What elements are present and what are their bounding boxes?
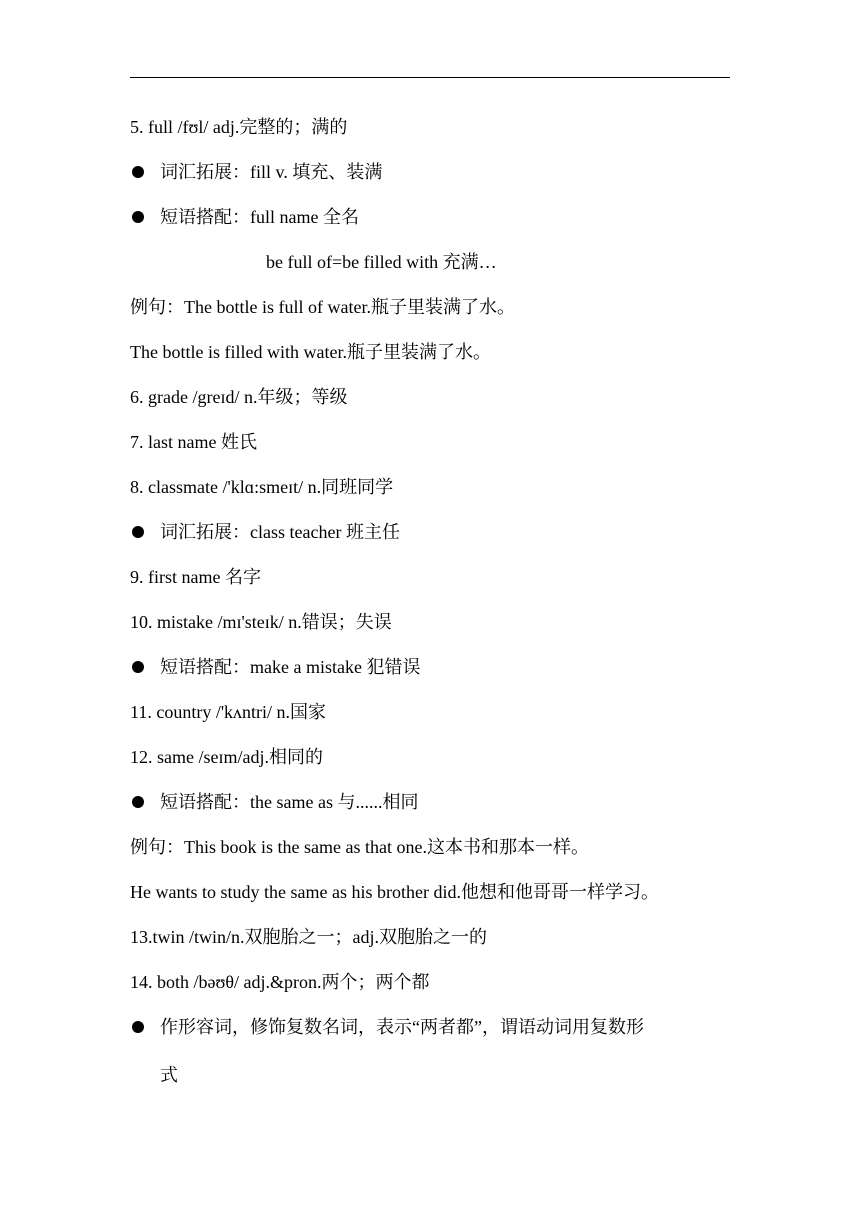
bullet-text: 词汇拓展：class teacher 班主任 — [160, 522, 400, 542]
bullet-item — [130, 205, 359, 229]
bullet-text-continuation: 式 — [160, 1065, 178, 1085]
bullet-icon — [132, 661, 144, 673]
bullet-item — [130, 160, 382, 184]
bullet-icon — [132, 796, 144, 808]
bullet-text: 作形容词，修饰复数名词，表示“两者都”，谓语动词用复数形 — [160, 1017, 644, 1037]
bullet-text: 短语搭配：make a mistake 犯错误 — [160, 657, 421, 677]
bullet-icon — [132, 211, 144, 223]
example-sentence: He wants to study the same as his brother did.他想和他哥哥一样学习。 — [130, 882, 659, 902]
header-rule — [130, 77, 730, 78]
vocab-entry-classmate: 8. classmate /'klɑ:smeɪt/ n.同班同学 — [130, 477, 394, 497]
bullet-icon — [132, 526, 144, 538]
bullet-item — [130, 655, 420, 679]
vocab-entry-both: 14. both /bəʊθ/ adj.&pron.两个；两个都 — [130, 972, 430, 992]
phrase-continuation: be full of=be filled with 充满… — [266, 252, 497, 272]
bullet-item — [130, 1015, 644, 1039]
bullet-text: 词汇拓展：fill v. 填充、装满 — [160, 162, 383, 182]
example-sentence: 例句：The bottle is full of water.瓶子里装满了水。 — [130, 297, 515, 317]
vocab-entry-full: 5. full /fʊl/ adj.完整的；满的 — [130, 117, 348, 137]
example-sentence: The bottle is filled with water.瓶子里装满了水。 — [130, 342, 491, 362]
bullet-icon — [132, 1021, 144, 1033]
vocab-entry-first-name: 9. first name 名字 — [130, 567, 261, 587]
vocab-entry-country: 11. country /'kʌntri/ n.国家 — [130, 702, 327, 722]
bullet-icon — [132, 166, 144, 178]
vocab-entry-last-name: 7. last name 姓氏 — [130, 432, 257, 452]
vocab-entry-grade: 6. grade /greɪd/ n.年级；等级 — [130, 387, 348, 407]
bullet-text: 短语搭配：the same as 与......相同 — [160, 792, 419, 812]
vocab-entry-twin: 13.twin /twin/n.双胞胎之一；adj.双胞胎之一的 — [130, 927, 487, 947]
bullet-item — [130, 790, 418, 814]
bullet-item — [130, 520, 400, 544]
bullet-text: 短语搭配：full name 全名 — [160, 207, 359, 227]
vocab-entry-mistake: 10. mistake /mɪ'steɪk/ n.错误；失误 — [130, 612, 392, 632]
example-sentence: 例句：This book is the same as that one.这本书和那本一样。 — [130, 837, 589, 857]
vocab-entry-same: 12. same /seɪm/adj.相同的 — [130, 747, 323, 767]
